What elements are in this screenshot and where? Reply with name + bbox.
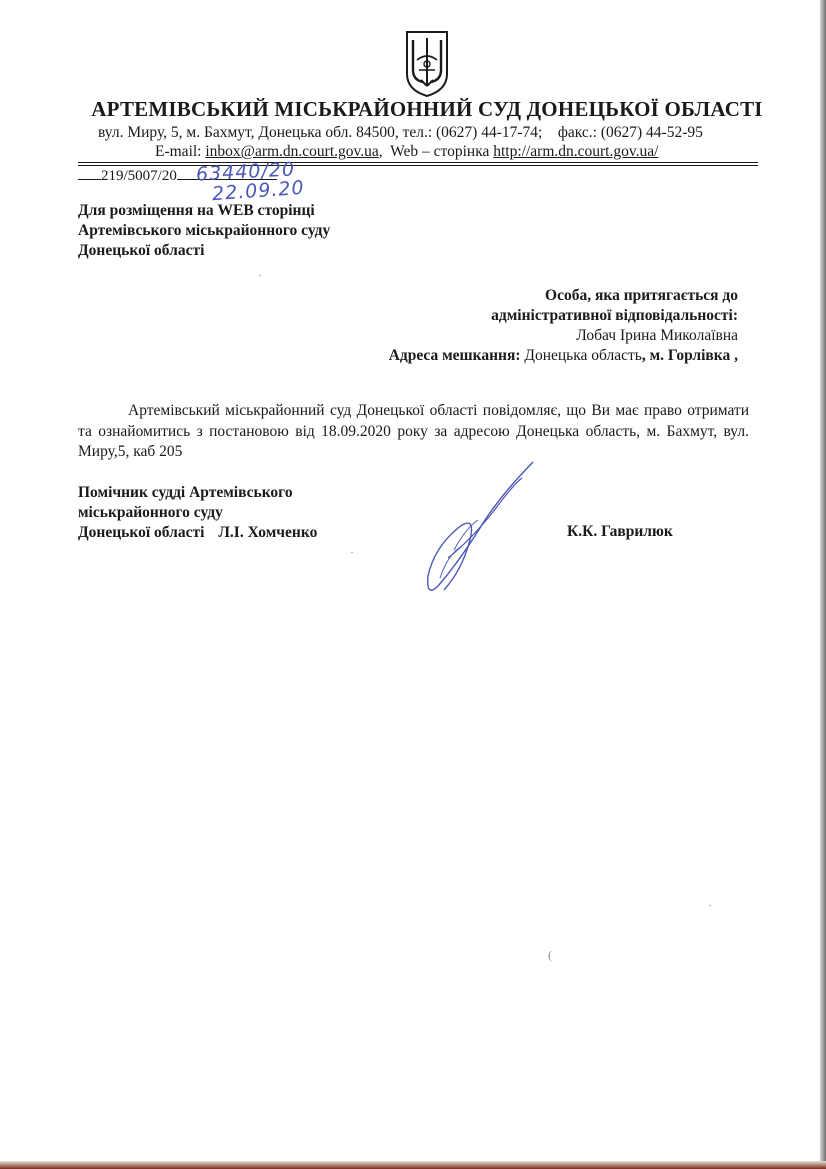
notice-body: [78, 401, 749, 463]
court-address: вул. Миру, 5, м. Бахмут, Донецька обл. 84500, тел.: (0627) 44-17-74; факс.: (0627) 44-52-95: [98, 124, 703, 141]
reference-blank: [78, 165, 101, 180]
placement-note: [78, 201, 330, 261]
web-link[interactable]: http://arm.dn.court.gov.ua/: [493, 143, 659, 160]
notice-text: Артемівський міськрайонний суд Донецької області повідомляє, що Ви має право отримати та ознайомитись з постановою від 18.09.2020 року за адресою Донецька область, м. Бахмут, вул. Миру,5, каб 205: [78, 402, 749, 460]
email-link[interactable]: inbox@arm.dn.court.gov.ua: [205, 143, 379, 160]
placement-note-line: Донецької області: [78, 242, 205, 259]
address-label: Адреса мешкання:: [388, 347, 521, 364]
assistant-org-line: [78, 523, 317, 543]
assistant-title: Помічник судді Артемівського: [78, 484, 293, 501]
placement-note-line: Артемівського міськрайонного суду: [78, 222, 331, 239]
assistant-org: Донецької області: [78, 524, 205, 541]
scan-speck: (: [548, 948, 552, 962]
scan-speck: ·: [708, 898, 712, 912]
scan-speck: ·: [258, 268, 262, 282]
email-label: E-mail:: [155, 143, 206, 160]
addressee-heading: адміністративної відповідальності:: [491, 307, 738, 324]
assistant-title: міськрайонного суду: [78, 504, 223, 521]
assistant-signature-block: [78, 483, 317, 543]
scan-edge-bottom: [0, 1161, 826, 1169]
signer-name: К.К. Гаврилюк: [567, 523, 673, 540]
placement-note-line: Для розміщення на WEB сторінці: [78, 202, 315, 219]
court-contacts: [155, 143, 658, 161]
handwritten-outgoing-number: 63440/20: [195, 158, 296, 186]
header-divider-top: [78, 162, 758, 163]
web-label: , Web – сторінка: [378, 143, 494, 160]
address-region: Донецька область: [520, 347, 642, 364]
case-number: 219/5007/20: [101, 168, 177, 184]
scan-speck: ·: [350, 545, 354, 559]
addressee-address: [389, 346, 738, 366]
handwritten-signature: [418, 458, 548, 598]
assistant-name: Л.І. Хомченко: [218, 524, 318, 541]
court-name: АРТЕМІВСЬКИЙ МІСЬКРАЙОННИЙ СУД ДОНЕЦЬКОЇ ОБЛАСТІ: [91, 97, 763, 121]
addressee-name: Лобач Ірина Миколаївна: [576, 327, 738, 344]
handwritten-date: 22.09.20: [211, 176, 306, 206]
scan-edge-right: [820, 0, 826, 1169]
addressee-block: [389, 286, 738, 366]
addressee-heading: Особа, яка притягається до: [545, 287, 738, 304]
address-city: , м. Горлівка ,: [641, 347, 738, 364]
trident-emblem-icon: [403, 30, 451, 98]
